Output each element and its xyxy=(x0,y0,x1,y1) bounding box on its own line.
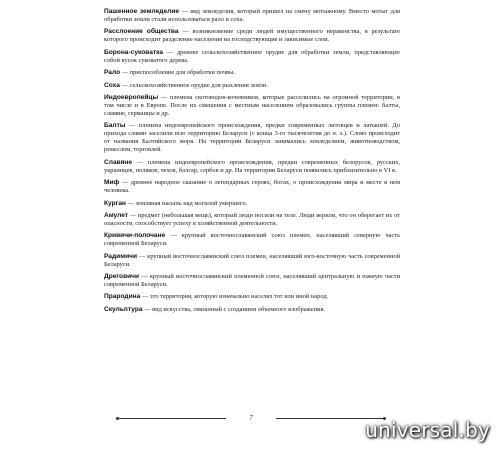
glossary-definition: — вид земледелия, который пришел на смену мотыжному. Вместо мотыг для обработки земли стали использоваться рало и соха. xyxy=(104,8,400,23)
glossary-entry xyxy=(104,49,400,65)
glossary-definition: — племена индоевропейского происхождения, предки современных литовцев и латышей. До прихода славян заселили всю территорию Беларуси (с конца 3-го тысячелетия до н. э.). Слово происходит от названия Балтийского моря. На территории Беларуси занимались земледелием, животноводством, ремеслом, торговлей. xyxy=(104,122,400,154)
glossary-definition: — племена скотоводов-кочевников, которые расселились на огромной территории, в том числе и в Европе. После их смешения с местным населением образовались группы племен: балты, славяне, германцы и др. xyxy=(104,93,400,117)
glossary-entry xyxy=(104,122,400,154)
glossary-definition: — крупный восточнославянский союз племен, населявший северную часть современной Беларуси. xyxy=(104,232,400,248)
glossary-definition: — возникновение среди людей имущественного неравенства, в результате которого происходит разделение населения на господствующие и зависимые слои. xyxy=(104,28,401,44)
glossary-term: Кривичи-полочане xyxy=(104,232,166,240)
glossary-definition: — это территория, которую изначально населял тот или иной народ. xyxy=(140,293,329,301)
glossary-entry xyxy=(104,273,400,289)
site-watermark: universal.by xyxy=(365,418,490,442)
glossary-definition: — крупный восточнославянский племенной союз, населявший центральную и южную части современной Беларуси. xyxy=(104,273,400,289)
glossary-definition: — предмет (небольшая вещь), который люди носили на теле. Люди верили, что он оберегает их от опасности, способствует успеху в хозяйственной деятельности. xyxy=(104,211,400,227)
glossary-term: Курган xyxy=(104,199,127,207)
glossary-definition: — приспособление для обработки почвы. xyxy=(120,69,236,77)
glossary-list xyxy=(104,8,400,318)
glossary-entry xyxy=(104,212,400,228)
glossary-term: Рало xyxy=(104,69,121,77)
glossary-term: Балты xyxy=(104,122,126,130)
glossary-entry xyxy=(104,94,400,118)
glossary-term: Дреговичи xyxy=(104,273,140,281)
glossary-entry xyxy=(104,232,400,248)
glossary-term: Соха xyxy=(104,81,120,89)
glossary-entry xyxy=(104,159,400,175)
glossary-term: Радимичи xyxy=(104,252,138,260)
glossary-term: Пашенное земледелие xyxy=(104,8,180,15)
glossary-entry xyxy=(104,253,400,269)
glossary-term: Прародина xyxy=(104,293,141,301)
glossary-term: Индоевропейцы xyxy=(104,93,159,101)
page-footer xyxy=(118,414,384,422)
glossary-definition: — земляная насыпь над могилой умершего. xyxy=(126,199,248,207)
glossary-definition: — сельскохозяйственное орудие для рыхления земли. xyxy=(119,81,268,89)
glossary-entry xyxy=(104,293,400,301)
glossary-definition: — вид искусства, связанный с созданием объемного изображения. xyxy=(142,305,326,313)
glossary-definition: — племена индоевропейского происхождения, предки современных белорусов, русских, украинцев, поляков, чехов, болгар, сербов и др. На территории Беларуси появились приблизительно в VI в. xyxy=(104,158,400,174)
glossary-entry xyxy=(104,200,400,208)
glossary-term: Амулет xyxy=(104,211,129,219)
glossary-term: Борона-суковатка xyxy=(104,48,164,56)
glossary-entry xyxy=(104,82,400,90)
glossary-term: Славяне xyxy=(104,158,133,166)
glossary-term: Расслоение общества xyxy=(104,28,179,36)
glossary-entry xyxy=(104,28,400,44)
glossary-entry xyxy=(104,8,400,24)
glossary-definition: — древнее сельскохозяйственное орудие для обработки земли, представляющее собой кусок суковатого дерева. xyxy=(104,48,400,64)
glossary-definition: — древнее народное сказание о легендарных героях, богах, о происхождении мира и месте в нем человека. xyxy=(104,179,400,195)
glossary-term: Скульптура xyxy=(104,305,143,313)
glossary-entry xyxy=(104,179,400,195)
page-number: 7 xyxy=(249,414,253,422)
glossary-entry xyxy=(104,306,400,314)
glossary-definition: — крупный восточнославянский союз племен, населявший юго-восточную часть современной Беларуси. xyxy=(104,252,400,268)
glossary-term: Миф xyxy=(104,179,120,187)
glossary-entry xyxy=(104,69,400,77)
